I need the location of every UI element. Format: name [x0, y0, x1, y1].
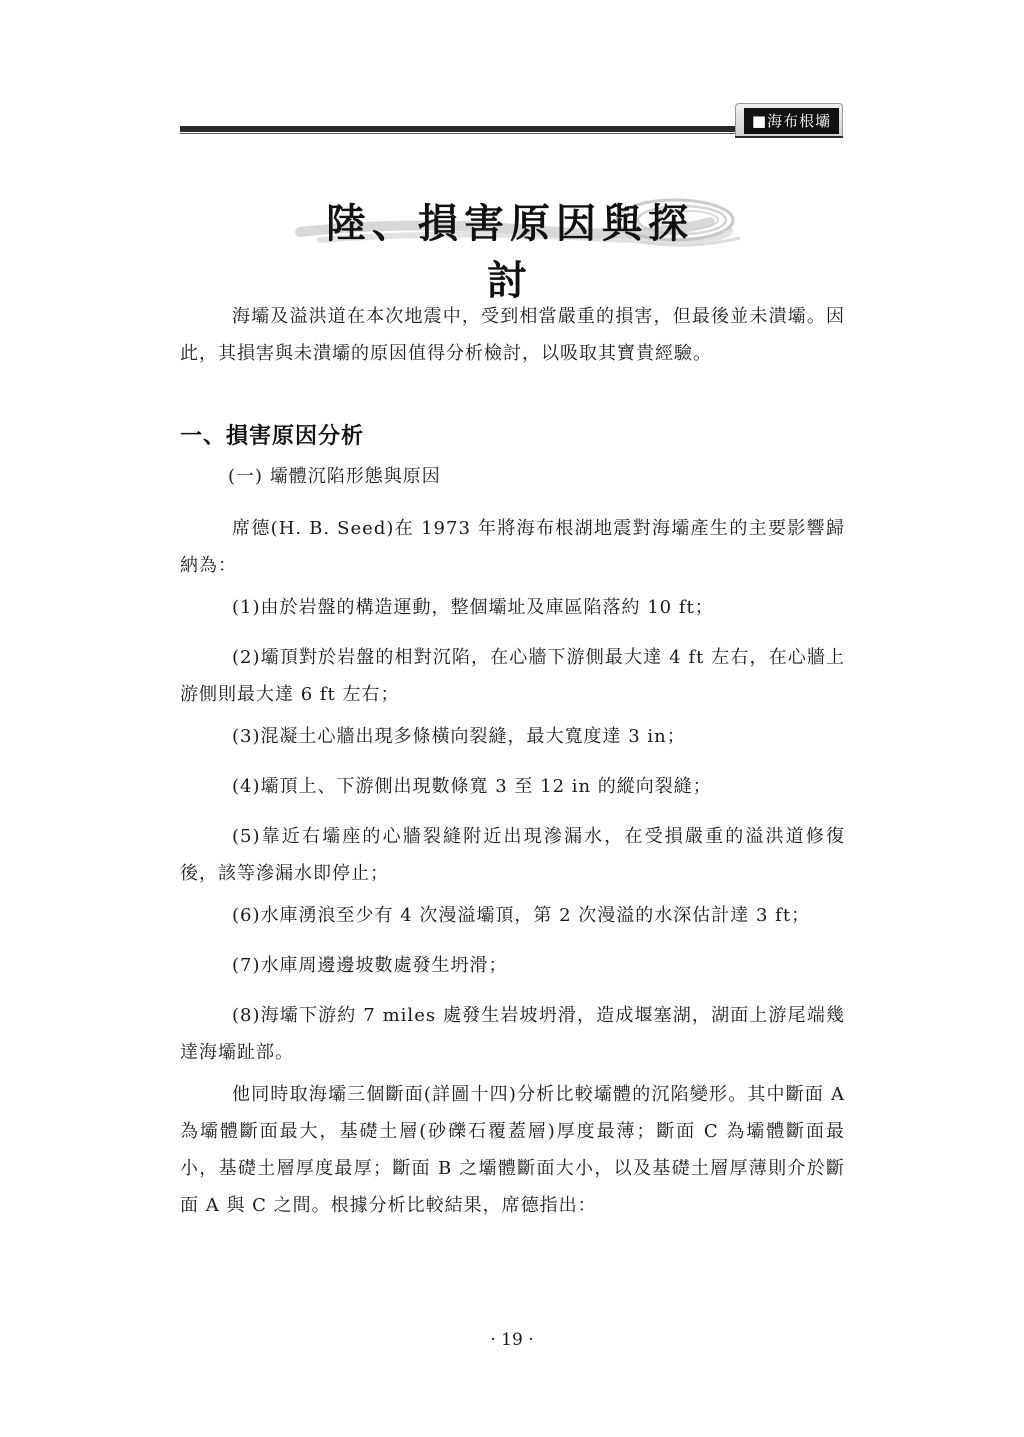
analysis-paragraph: 他同時取海壩三個斷面(詳圖十四)分析比較壩體的沉陷變形。其中斷面 A 為壩體斷面最大，基礎土層(砂礫石覆蓋層)厚度最薄；斷面 C 為壩體斷面最小，基礎土層厚度最厚；斷面 B 之壩體斷面大小，以及基礎土層厚薄則介於斷面 A 與 C 之間。根據分析比較結果，席德指出：	[180, 1084, 845, 1216]
list-item: (5)靠近右壩座的心牆裂縫附近出現滲漏水，在受損嚴重的溢洪道修復後，該等滲漏水即停止；	[180, 826, 845, 884]
list-item: (8)海壩下游約 7 miles 處發生岩坡坍滑，造成堰塞湖，湖面上游尾端幾達海壩趾部。	[180, 1005, 845, 1063]
header-rule-right	[735, 136, 843, 138]
list-item: (2)壩頂對於岩盤的相對沉陷，在心牆下游側最大達 4 ft 左右，在心牆上游側則最大達 6 ft 左右；	[180, 647, 845, 705]
list-item: (7)水庫周邊邊坡數處發生坍滑；	[232, 955, 508, 976]
header-rule	[180, 126, 735, 132]
chapter-title-block	[290, 180, 750, 304]
running-header-tag: ■海布根壩	[744, 108, 839, 134]
list-item: (1)由於岩盤的構造運動，整個壩址及庫區陷落約 10 ft；	[232, 597, 714, 618]
page-number: · 19 ·	[490, 1330, 534, 1350]
intro-paragraph: 海壩及溢洪道在本次地震中，受到相當嚴重的損害，但最後並未潰壩。因此，其損害與未潰壩的原因值得分析檢討，以吸取其寶貴經驗。	[180, 306, 845, 364]
sub-heading: (一) 壩體沉陷形態與原因	[228, 466, 441, 487]
list-item: (3)混凝土心牆出現多條橫向裂縫，最大寬度達 3 in；	[232, 726, 686, 747]
seed-intro-paragraph: 席德(H. B. Seed)在 1973 年將海布根湖地震對海壩產生的主要影響歸納為：	[180, 518, 845, 576]
chapter-title: 陸、損害原因與探討	[326, 200, 694, 304]
list-item: (6)水庫湧浪至少有 4 次漫溢壩頂，第 2 次漫溢的水深估計達 3 ft；	[232, 905, 811, 926]
list-item: (4)壩頂上、下游側出現數條寬 3 至 12 in 的縱向裂縫；	[232, 776, 712, 797]
header-rule-thin	[180, 133, 735, 134]
section-heading: 一、損害原因分析	[180, 424, 365, 449]
